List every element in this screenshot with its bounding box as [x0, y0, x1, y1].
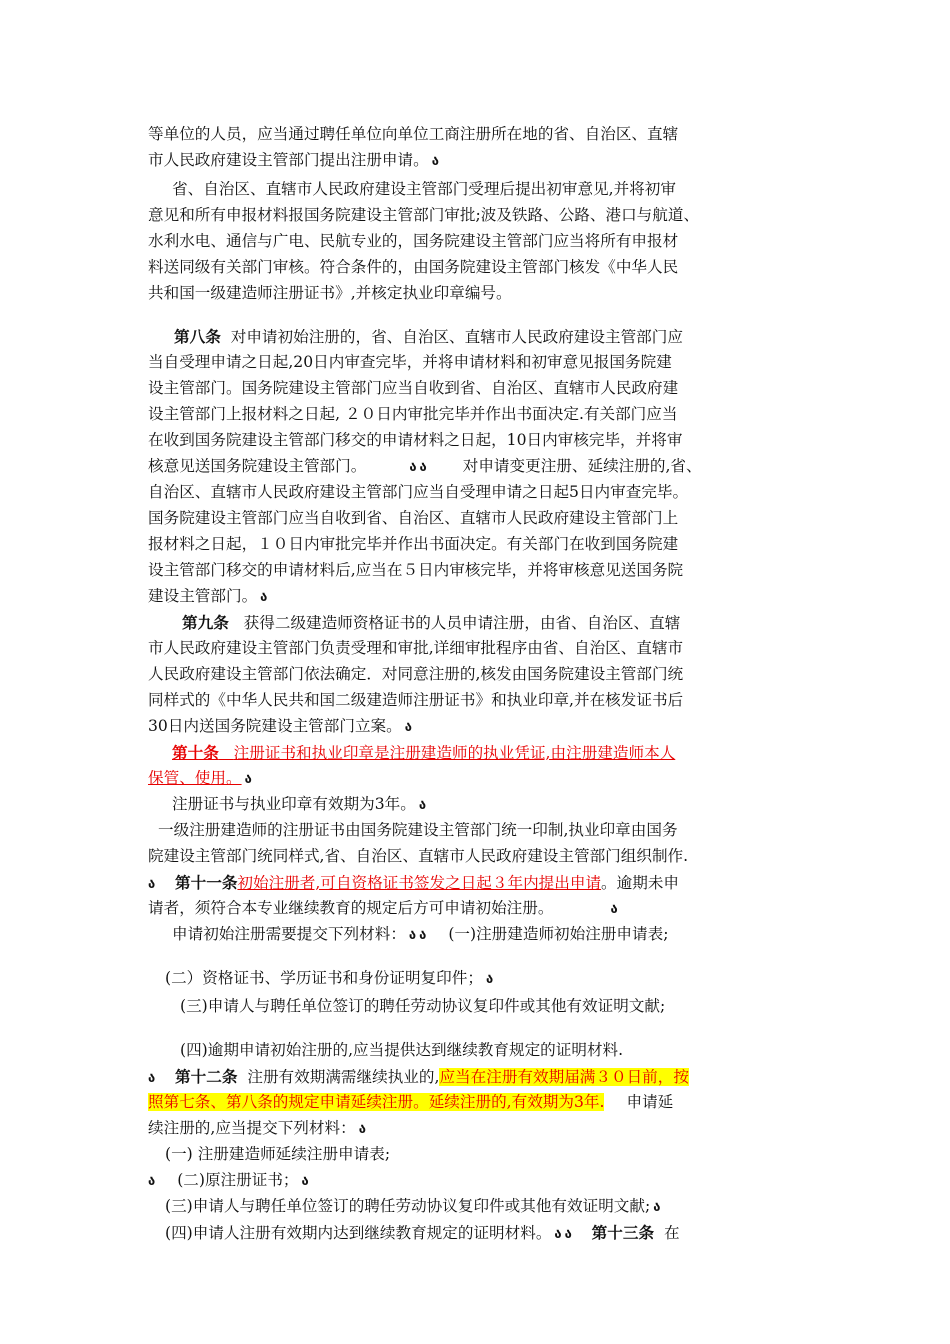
text-line: 报材料之日起，１０日内审批完毕并作出书面决定。有关部门在收到国务院建 [148, 535, 679, 553]
paragraph-mark-icon: ა [148, 1071, 156, 1086]
article-12-heading: 第十二条 [175, 1067, 238, 1086]
text-line: (三)申请人与聘任单位签订的聘任劳动协议复印件或其他有效证明文献; [180, 997, 666, 1015]
text-line: (三)申请人与聘任单位签订的聘任劳动协议复印件或其他有效证明文献; ა [165, 1197, 661, 1215]
text-line: 续注册的,应当提交下列材料： ა [148, 1119, 366, 1137]
paragraph-mark-icon: ა [653, 1200, 661, 1215]
paragraph-mark-icon: ა [404, 720, 412, 735]
text-line: 设主管部门。国务院建设主管部门应当自收到省、自治区、直辖市人民政府建 [148, 379, 679, 397]
article-10-line: 第十条 注册证书和执业印章是注册建造师的执业凭证,由注册建造师本人 [172, 743, 676, 762]
paragraph-mark-icon: ა [554, 1227, 562, 1242]
paragraph-mark-icon: ა [301, 1174, 309, 1189]
paragraph-mark-icon: ა [358, 1122, 366, 1137]
article-11-heading: 第十一条 [175, 873, 238, 892]
text-line: 国务院建设主管部门应当自收到省、自治区、直辖市人民政府建设主管部门上 [148, 509, 679, 527]
text-line: 在收到国务院建设主管部门移交的申请材料之日起，10日内审核完毕，并将审 [148, 431, 683, 449]
paragraph-mark-icon: ა [408, 928, 417, 943]
paragraph-mark-icon: ა [418, 798, 427, 813]
text-line: 同样式的《中华人民共和国二级建造师注册证书》和执业印章,并在核发证书后 [148, 691, 684, 709]
article-9-heading: 第九条 [182, 613, 229, 632]
paragraph-mark-icon: ა [260, 590, 268, 605]
text-line: 省、自治区、直辖市人民政府建设主管部门受理后提出初审意见,并将初审 [172, 180, 676, 198]
text-line: 市人民政府建设主管部门提出注册申请。 ა [148, 151, 439, 169]
paragraph-mark-icon: ა [610, 902, 618, 917]
text-line: 市人民政府建设主管部门负责受理和审批,详细审批程序由省、自治区、直辖市 [148, 639, 684, 657]
text-line: 设主管部门上报材料之日起, ２０日内审批完毕并作出书面决定.有关部门应当 [148, 405, 678, 423]
paragraph-mark-icon: ა [148, 877, 156, 892]
text-line: 自治区、直辖市人民政府建设主管部门应当自受理申请之日起5日内审查完毕。 [148, 483, 689, 501]
article-11-line: ა 第十一条初始注册者,可自资格证书签发之日起３年内提出申请。逾期未申 [148, 873, 680, 892]
text-line: 等单位的人员，应当通过聘任单位向单位工商注册所在地的省、自治区、直辖 [148, 125, 679, 143]
article-10-heading: 第十条 [172, 743, 219, 762]
text-line: (二）资格证书、学历证书和身份证明复印件； ა [165, 969, 494, 987]
paragraph-mark-icon: ა [419, 928, 427, 943]
text-line: 核意见送国务院建设主管部门。 ა ა 对申请变更注册、延续注册的,省、 [148, 457, 702, 475]
text-line: 共和国一级建造师注册证书》,并核定执业印章编号。 [148, 284, 512, 302]
text-line: 设主管部门移交的申请材料后,应当在５日内审核完毕，并将审核意见送国务院 [148, 561, 684, 579]
text-line: 意见和所有申报材料报国务院建设主管部门审批;波及铁路、公路、港口与航道、 [148, 206, 700, 224]
article-13-heading: 第十三条 [591, 1223, 655, 1242]
text-line: 料送同级有关部门审核。符合条件的，由国务院建设主管部门核发《中华人民 [148, 258, 679, 276]
text-line: 建设主管部门。 ა [148, 587, 268, 605]
text-line: 请者，须符合本专业继续教育的规定后方可申请初始注册。 ა [148, 899, 618, 917]
paragraph-mark-icon: ა [409, 460, 417, 475]
article-9-line: 第九条 获得二级建造师资格证书的人员申请注册，由省、自治区、直辖 [182, 613, 681, 632]
text-line: 水利水电、通信与广电、民航专业的，国务院建设主管部门应当将所有申报材 [148, 232, 679, 250]
text-line: (四)逾期申请初始注册的,应当提供达到继续教育规定的证明材料. [180, 1041, 624, 1059]
text-line: 当自受理申请之日起,20日内审查完毕，并将申请材料和初审意见报国务院建 [148, 353, 672, 371]
text-line: ა (二)原注册证书； ა [148, 1171, 309, 1189]
article-13-line: (四)申请人注册有效期内达到继续教育规定的证明材料。 ა ა 第十三条 在 [165, 1223, 680, 1242]
text-line: 人民政府建设主管部门依法确定．对同意注册的,核发由国务院建设主管部门统 [148, 665, 684, 683]
article-8-line: 第八条 对申请初始注册的，省、自治区、直辖市人民政府建设主管部门应 [174, 327, 683, 346]
paragraph-mark-icon: ა [419, 460, 427, 475]
article-8-heading: 第八条 [174, 327, 221, 346]
paragraph-mark-icon: ა [485, 972, 494, 987]
text-line: 一级注册建造师的注册证书由国务院建设主管部门统一印制,执业印章由国务 [158, 821, 678, 839]
text-line: 注册证书与执业印章有效期为3年。 ა [172, 795, 427, 813]
paragraph-mark-icon: ა [148, 1174, 156, 1189]
paragraph-mark-icon: ა [431, 154, 439, 169]
text-line: 申请初始注册需要提交下列材料： ა ა (一)注册建造师初始注册申请表; [172, 925, 669, 943]
text-line: 照第七条、第八条的规定申请延续注册。延续注册的,有效期为3年. 申请延 [148, 1093, 674, 1111]
text-line: (一) 注册建造师延续注册申请表; [165, 1145, 391, 1163]
paragraph-mark-icon: ა [564, 1227, 572, 1242]
article-12-line: ა 第十二条 注册有效期满需继续执业的,应当在注册有效期届满３０日前，按 [148, 1067, 689, 1086]
text-line: 30日内送国务院建设主管部门立案。 ა [148, 717, 412, 735]
text-line: 保管、使用。 ა [148, 769, 252, 787]
paragraph-mark-icon: ა [244, 772, 252, 787]
text-line: 院建设主管部门统同样式,省、自治区、直辖市人民政府建设主管部门组织制作. [148, 847, 689, 865]
